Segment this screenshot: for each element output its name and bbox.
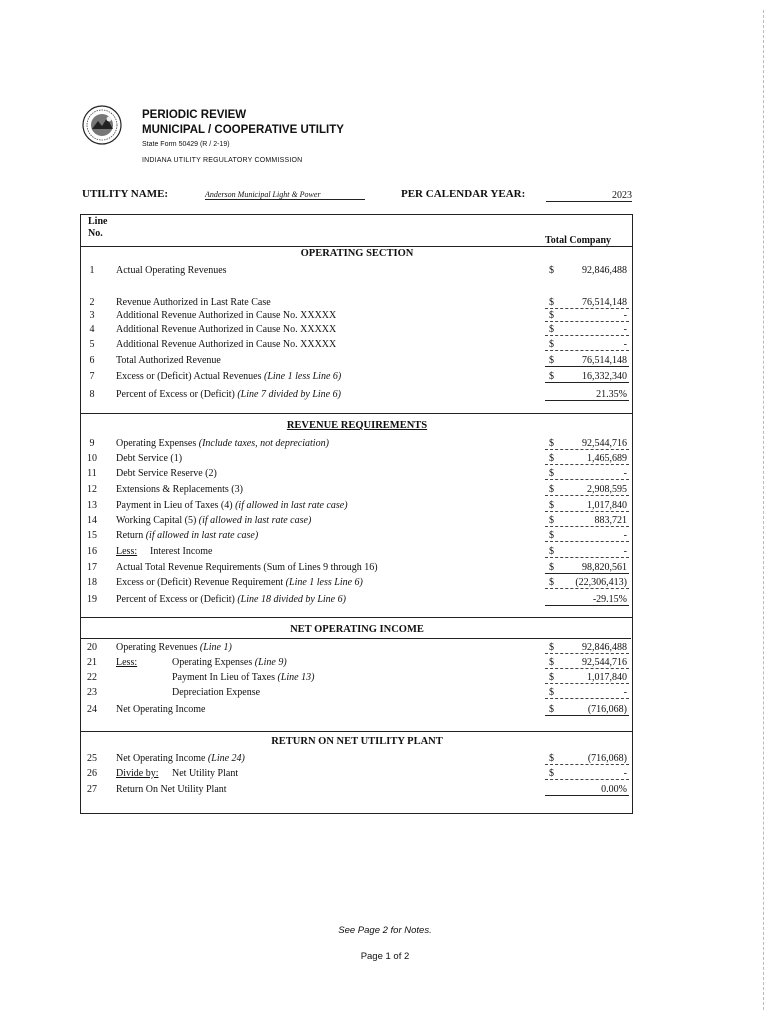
table-row: 11 Debt Service Reserve (2) $ - bbox=[87, 468, 627, 479]
table-row: 4 Additional Revenue Authorized in Cause No. XXXXX $ - bbox=[89, 324, 627, 335]
table-row: 9 Operating Expenses (Include taxes, not depreciation) $ 92,544,716 bbox=[89, 438, 627, 449]
table-row: 10 Debt Service (1) $ 1,465,689 bbox=[87, 453, 627, 464]
header-divider bbox=[81, 246, 633, 247]
page-number: Page 1 of 2 bbox=[360, 951, 410, 962]
table-row: 18 Excess or (Deficit) Revenue Requirement (Line 1 less Line 6) $ (22,306,413) bbox=[87, 577, 627, 588]
notes-reference: See Page 2 for Notes. bbox=[338, 925, 432, 936]
table-row: 25 Net Operating Income (Line 24) $ (716,068) bbox=[87, 753, 627, 764]
net-operating-income-heading: NET OPERATING INCOME bbox=[290, 624, 424, 635]
table-row: 12 Extensions & Replacements (3) $ 2,908,595 bbox=[87, 484, 627, 495]
total-company-header: Total Company bbox=[545, 235, 612, 246]
state-seal-logo bbox=[82, 105, 122, 145]
table-row: 5 Additional Revenue Authorized in Cause No. XXXXX $ - bbox=[89, 339, 627, 350]
table-row: 15 Return (if allowed in last rate case) $ - bbox=[87, 530, 627, 541]
calendar-year-label: PER CALENDAR YEAR: bbox=[401, 188, 526, 200]
table-row: 13 Payment in Lieu of Taxes (4) (if allowed in last rate case) $ 1,017,840 bbox=[87, 500, 627, 511]
table-row: 7 Excess or (Deficit) Actual Revenues (Line 1 less Line 6) $ 16,332,340 bbox=[89, 371, 627, 382]
operating-section-heading: OPERATING SECTION bbox=[300, 248, 414, 259]
table-row: 6 Total Authorized Revenue $ 76,514,148 bbox=[89, 355, 627, 366]
section-divider bbox=[81, 413, 633, 414]
utility-name-value: Anderson Municipal Light & Power bbox=[205, 190, 365, 200]
table-row: 19 Percent of Excess or (Deficit) (Line 18 divided by Line 6) -29.15% bbox=[87, 594, 627, 605]
utility-name-label: UTILITY NAME: bbox=[82, 188, 169, 200]
calendar-year-value: 2023 bbox=[546, 190, 632, 202]
table-row: 21 Less: Operating Expenses (Line 9) $ 92,544,716 bbox=[87, 657, 627, 668]
table-row: 17 Actual Total Revenue Requirements (Sum of Lines 9 through 16) $ 98,820,561 bbox=[87, 562, 627, 573]
table-row: 1 Actual Operating Revenues $ 92,846,488 bbox=[89, 265, 627, 276]
table-row: 26 Divide by: Net Utility Plant $ - bbox=[87, 768, 627, 779]
table-row: 8 Percent of Excess or (Deficit) (Line 7 divided by Line 6) 21.35% bbox=[89, 389, 627, 400]
form-subtitle: MUNICIPAL / COOPERATIVE UTILITY bbox=[142, 124, 344, 136]
table-row: 27 Return On Net Utility Plant 0.00% bbox=[87, 784, 627, 795]
line-no-header: Line No. bbox=[88, 216, 108, 239]
return-on-plant-heading: RETURN ON NET UTILITY PLANT bbox=[271, 736, 443, 747]
table-row: 14 Working Capital (5) (if allowed in last rate case) $ 883,721 bbox=[87, 515, 627, 526]
table-row: 20 Operating Revenues (Line 1) $ 92,846,488 bbox=[87, 642, 627, 653]
noi-heading-rule bbox=[81, 638, 631, 639]
scan-edge-mark bbox=[763, 10, 764, 1010]
section-divider bbox=[81, 731, 633, 732]
table-row: 23 Depreciation Expense $ - bbox=[87, 687, 627, 698]
table-row: 24 Net Operating Income $ (716,068) bbox=[87, 704, 627, 715]
form-number: State Form 50429 (R / 2-19) bbox=[142, 141, 230, 148]
section-divider bbox=[81, 617, 633, 618]
form-title: PERIODIC REVIEW bbox=[142, 109, 247, 121]
table-row: 16 Less: Interest Income $ - bbox=[87, 546, 627, 557]
table-row: 2 Revenue Authorized in Last Rate Case $ 76,514,148 bbox=[89, 297, 627, 308]
revenue-requirements-heading: REVENUE REQUIREMENTS bbox=[286, 420, 428, 431]
agency-name: INDIANA UTILITY REGULATORY COMMISSION bbox=[142, 157, 303, 164]
table-row: 3 Additional Revenue Authorized in Cause No. XXXXX $ - bbox=[89, 310, 627, 321]
table-row: 22 Payment In Lieu of Taxes (Line 13) $ 1,017,840 bbox=[87, 672, 627, 683]
